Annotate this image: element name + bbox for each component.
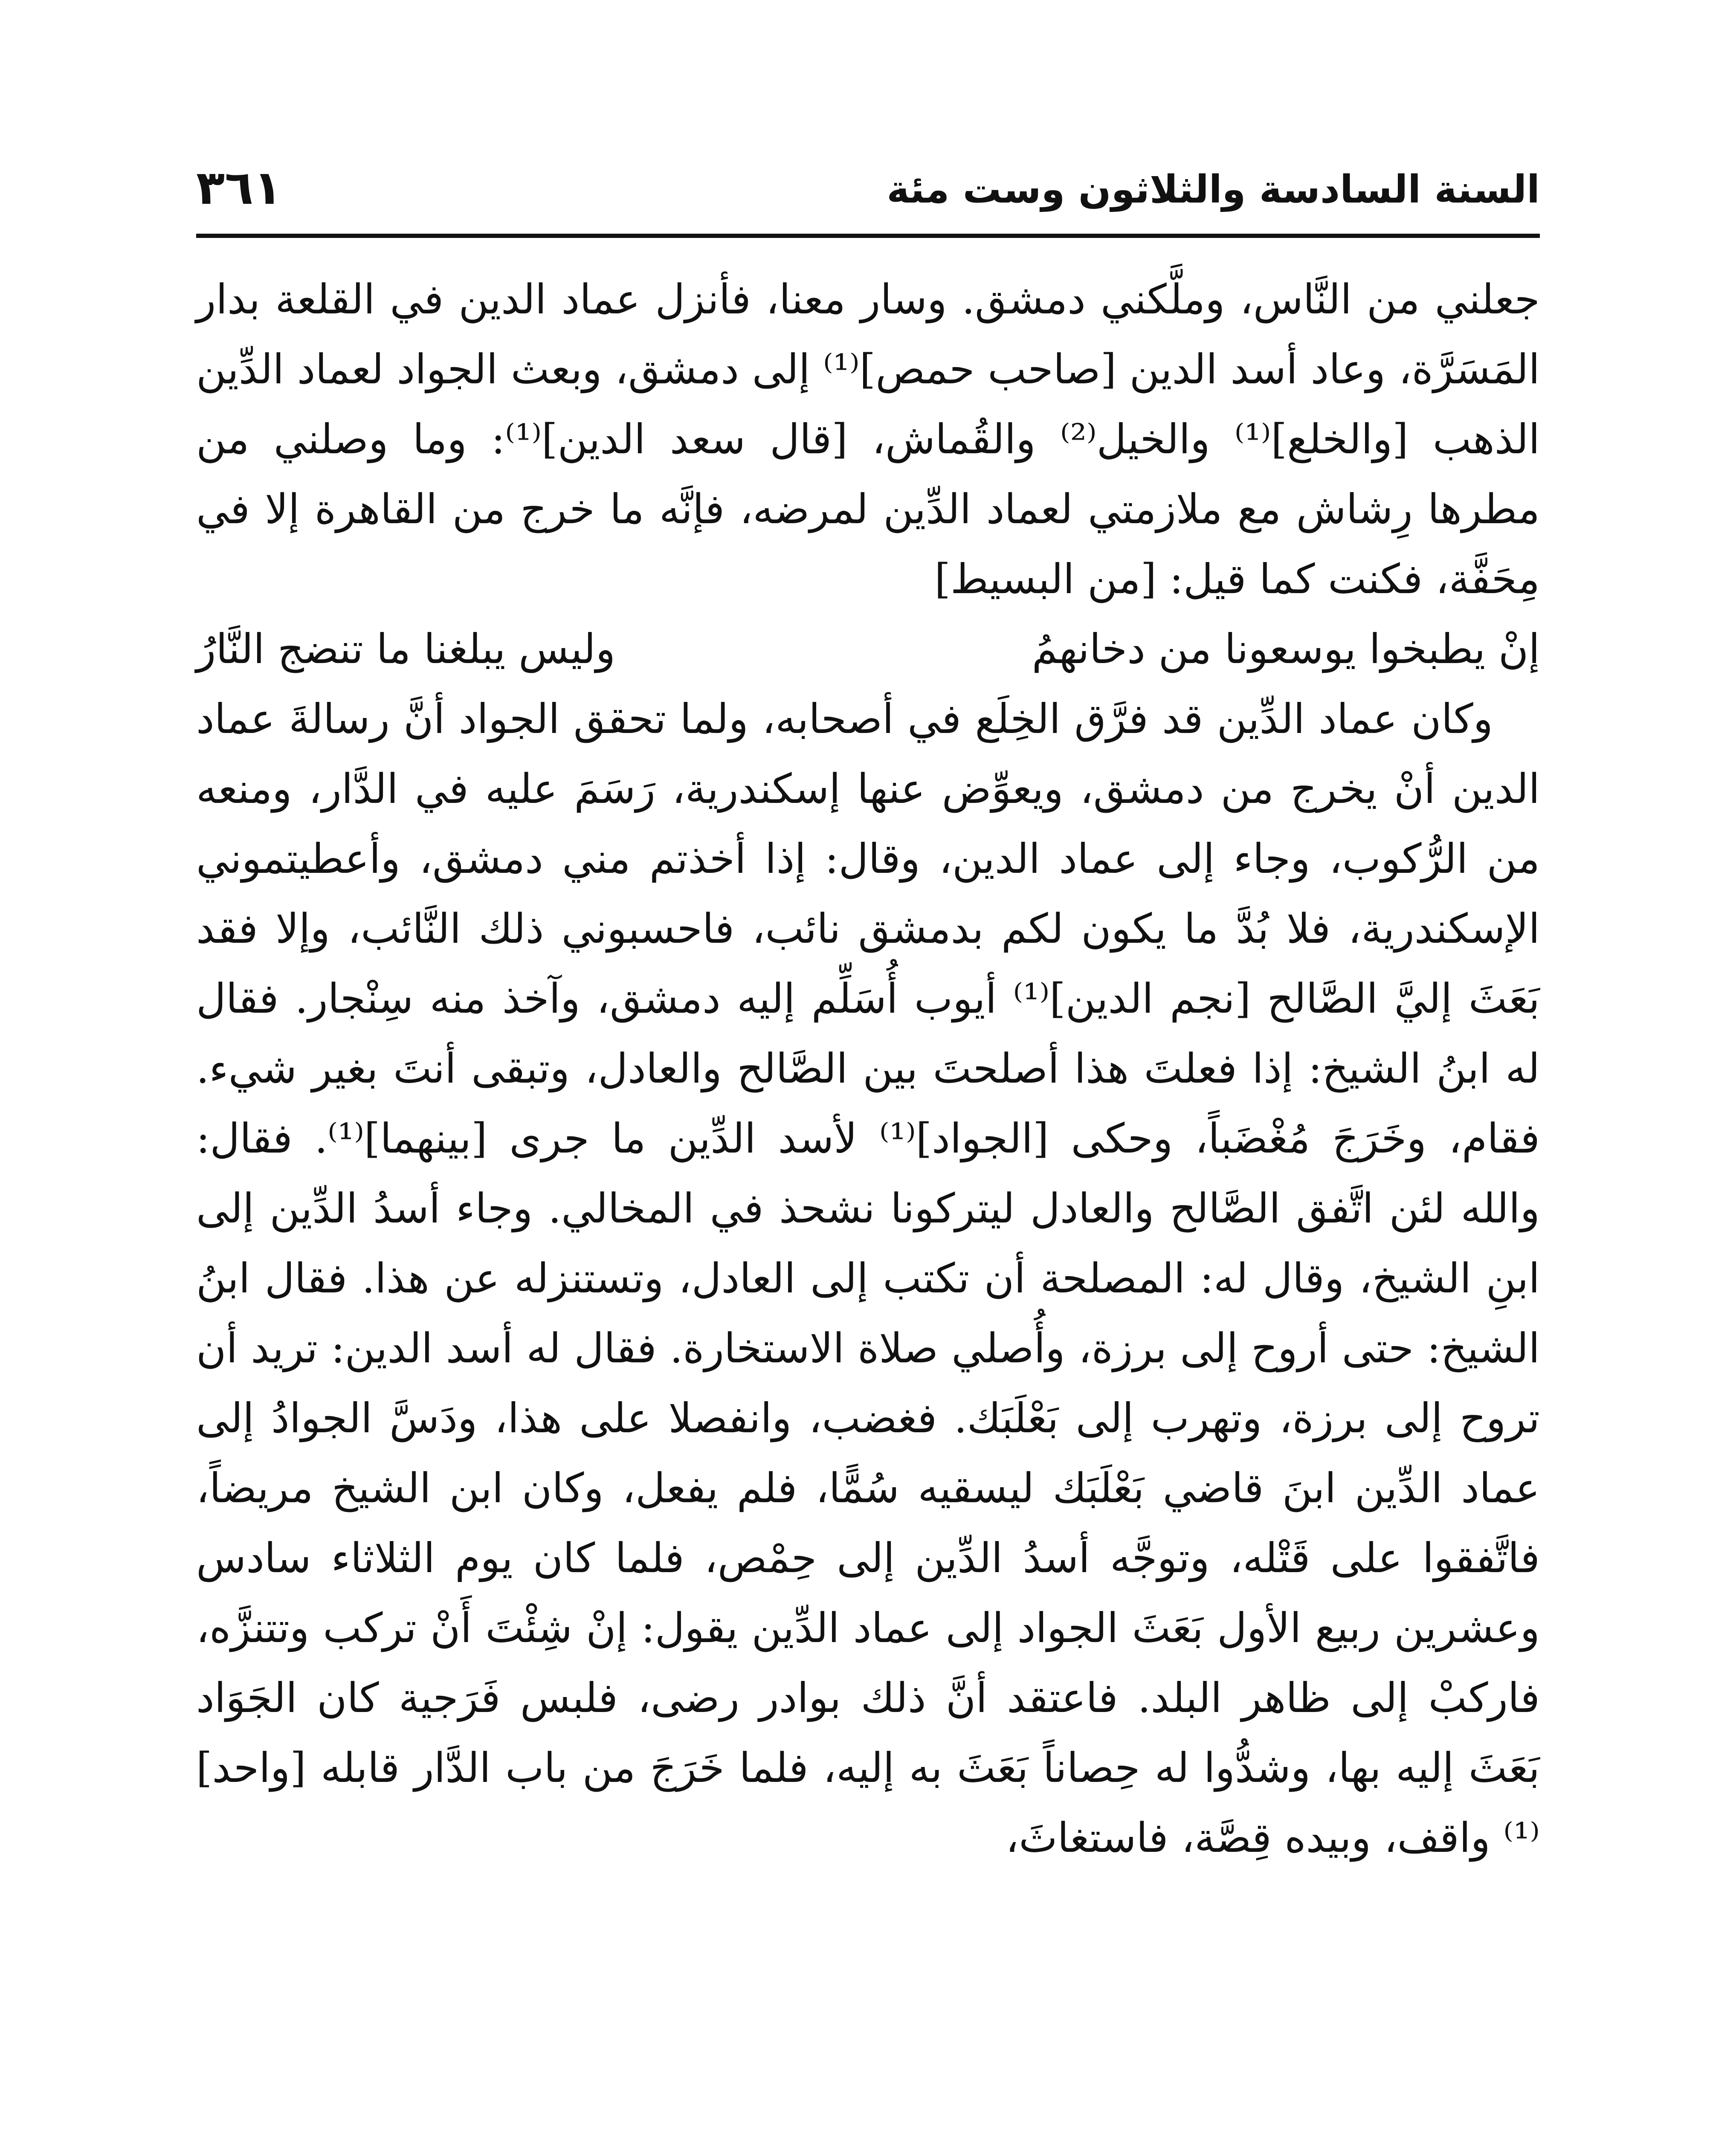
header-title: السنة السادسة والثلاثون وست مئة [887, 167, 1540, 212]
paragraph-2: وكان عماد الدِّين قد فرَّق الخِلَع في أصحابه، ولما تحقق الجواد أنَّ رسالةَ عماد الدين أنْ يخرج من دمشق، ويعوِّض عنها إسكندرية، رَسَمَ عليه في الدَّار، ومنعه من الرُّكوب، وجاء إلى عماد الدين، وقال: إذا أخذتم مني دمشق، وأعطيتموني الإسكندرية، فلا بُدَّ ما يكون لكم بدمشق نائب، فاحسبوني ذلك النَّائب، وإلا فقد بَعَثَ إليَّ الصَّالح [نجم الدين]⁽¹⁾ أيوب أُسَلِّم إليه دمشق، وآخذ منه سِنْجار. فقال له ابنُ الشيخ: إذا فعلتَ هذا أصلحتَ بين الصَّالح والعادل، وتبقى أنتَ بغير شيء. فقام، وخَرَجَ مُغْضَباً، وحكى [الجواد]⁽¹⁾ لأسد الدِّين ما جرى [بينهما]⁽¹⁾. فقال: والله لئن اتَّفق الصَّالح والعادل ليتركونا نشحذ في المخالي. وجاء أسدُ الدِّين إلى ابنِ الشيخ، وقال له: المصلحة أن تكتب إلى العادل، وتستنزله عن هذا. فقال ابنُ الشيخ: حتى أروح إلى برزة، وأُصلي صلاة الاستخارة. فقال له أسد الدين: تريد أن تروح إلى برزة، وتهرب إلى بَعْلَبَك. فغضب، وانفصلا على هذا، ودَسَّ الجوادُ إلى عماد الدِّين ابنَ قاضي بَعْلَبَك ليسقيه سُمًّا، فلم يفعل، وكان ابن الشيخ مريضاً، فاتَّفقوا على قَتْله، وتوجَّه أسدُ الدِّين إلى حِمْص، فلما كان يوم الثلاثاء سادس وعشرين ربيع الأول بَعَثَ الجواد إلى عماد الدِّين يقول: إنْ شِئْتَ أَنْ تركب وتتنزَّه، فاركبْ إلى ظاهر البلد. فاعتقد أنَّ ذلك بوادر رضى، فلبس فَرَجية كان الجَوَاد بَعَثَ إليه بها، وشدُّوا له حِصاناً بَعَثَ به إليه، فلما خَرَجَ من باب الدَّار قابله [واحد]⁽¹⁾ واقف، وبيده قِصَّة، فاستغاثَ، [196, 695, 1540, 1862]
paragraph-1: جعلني من النَّاس، وملَّكني دمشق. وسار معنا، فأنزل عماد الدين في القلعة بدار المَسَرَّة، وعاد أسد الدين [صاحب حمص]⁽¹⁾ إلى دمشق، وبعث الجواد لعماد الدِّين الذهب [والخلع]⁽¹⁾ والخيل⁽²⁾ والقُماش، [قال سعد الدين]⁽¹⁾: وما وصلني من مطرها رِشاش مع ملازمتي لعماد الدِّين لمرضه، فإنَّه ما خرج من القاهرة إلا في مِحَفَّة، فكنت كما قيل: [من البسيط] [196, 275, 1540, 603]
verse-second-hemistich: وليس يبلغنا ما تنضج النَّارُ [196, 625, 616, 673]
header-divider [196, 234, 1540, 238]
poetry-verse [196, 614, 1540, 684]
verse-first-hemistich: إنْ يطبخوا يوسعونا من دخانهمُ [1032, 625, 1540, 673]
page-number: ٣٦١ [196, 160, 282, 215]
main-text [196, 264, 1540, 1873]
running-header [196, 160, 1540, 228]
